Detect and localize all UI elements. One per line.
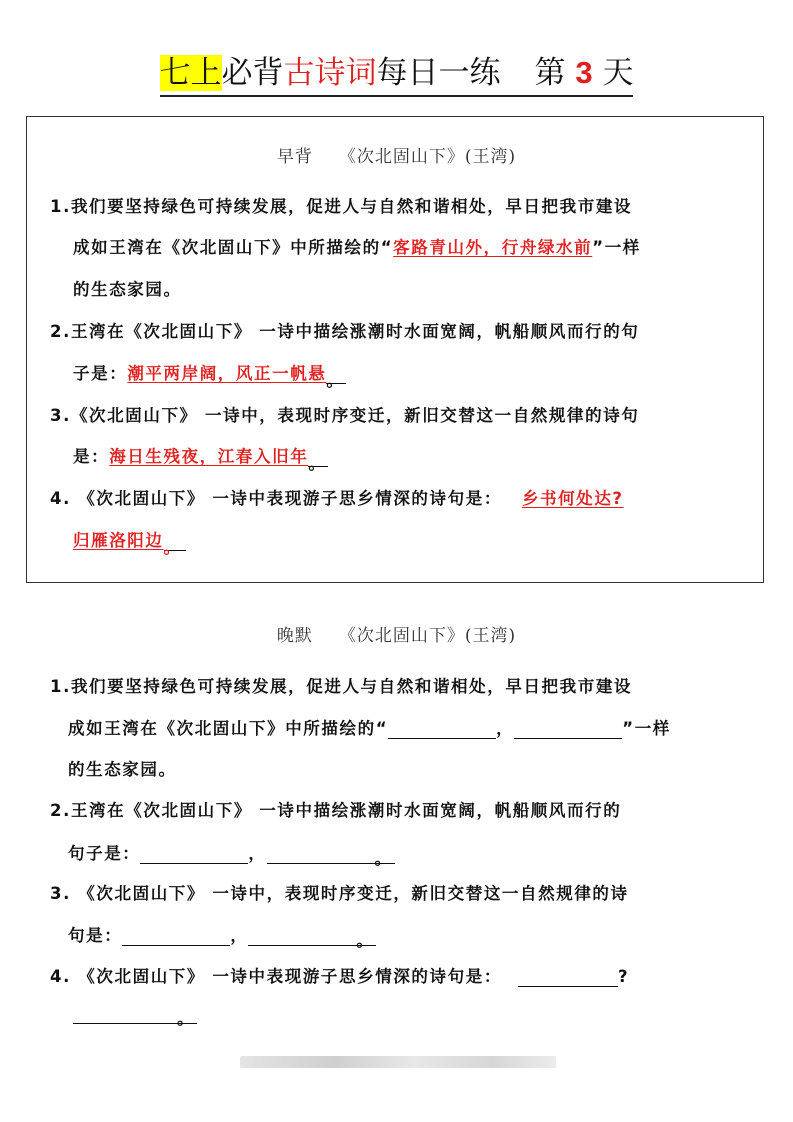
- evening-q1-blank-2[interactable]: [514, 720, 622, 739]
- morning-q1-line3: 的生态家园。: [73, 280, 182, 299]
- morning-q2-line2: 子是：潮平两岸阔，风正一帆悬。: [73, 364, 345, 390]
- evening-q2-line1: 2.王湾在《次北固山下》 一诗中描绘涨潮时水面宽阔，帆船顺风而行的: [50, 801, 622, 820]
- evening-q4-blank-2[interactable]: [73, 1005, 177, 1024]
- morning-box: [26, 116, 764, 583]
- evening-q1-line1: 1.我们要坚持绿色可持续发展，促进人与自然和谐相处，早日把我市建设: [50, 677, 633, 696]
- evening-heading: [0, 621, 793, 646]
- morning-q4-line2: 归雁洛阳边。: [73, 527, 186, 551]
- evening-q3-blank-2[interactable]: [248, 927, 356, 946]
- title-poems: 古诗词: [283, 55, 377, 91]
- evening-poem-title: 《次北固山下》(王湾): [338, 626, 517, 646]
- morning-q2-answer: 潮平两岸阔，风正一帆悬: [127, 364, 327, 383]
- morning-q4-line1: 4. 《次北固山下》 一诗中表现游子思乡情深的诗句是： 乡书何处达?: [50, 489, 624, 508]
- morning-q4-answer-b: 归雁洛阳边: [73, 531, 164, 550]
- evening-q2-blank-1[interactable]: [140, 845, 248, 864]
- title-day-prefix: 第: [534, 55, 566, 91]
- morning-q1-line1: 1.我们要坚持绿色可持续发展，促进人与自然和谐相处，早日把我市建设: [50, 197, 633, 216]
- title-daily: 每日一练: [376, 55, 501, 91]
- evening-q1-line3: 的生态家园。: [68, 760, 177, 779]
- evening-q2-blank-2[interactable]: [267, 845, 375, 864]
- footer-watermark: [240, 1056, 556, 1068]
- title-day-number: 3: [575, 55, 593, 90]
- morning-label: 早背: [276, 147, 313, 167]
- evening-q4-line2: 。: [73, 1005, 197, 1024]
- morning-poem-title: 《次北固山下》(王湾): [338, 147, 517, 167]
- evening-q2-line2: 句子是： ， 。: [68, 844, 393, 868]
- evening-q3-line1: 3. 《次北固山下》 一诗中，表现时序变迁，新旧交替这一自然规律的诗: [50, 884, 629, 903]
- morning-q1-line2: 成如王湾在《次北固山下》中所描绘的“客路青山外，行舟绿水前”一样: [73, 238, 641, 257]
- title-must: 必背: [221, 55, 284, 91]
- morning-q2-line1: 2.王湾在《次北固山下》 一诗中描绘涨潮时水面宽阔，帆船顺风而行的句: [50, 322, 640, 341]
- evening-label: 晚默: [276, 626, 313, 646]
- morning-q3-answer: 海日生残夜，江春入旧年: [109, 447, 309, 466]
- morning-q3-line2: 是：海日生残夜，江春入旧年。: [73, 447, 327, 473]
- morning-q1-answer: 客路青山外，行舟绿水前: [393, 238, 593, 257]
- morning-q4-answer-a: 乡书何处达?: [521, 489, 624, 508]
- title-day-suffix: 天: [602, 55, 634, 91]
- morning-q3-line1: 3.《次北固山下》 一诗中，表现时序变迁，新旧交替这一自然规律的诗句: [50, 406, 640, 425]
- evening-q4-blank-1[interactable]: [518, 968, 618, 987]
- evening-q1-line2: 成如王湾在《次北固山下》中所描绘的“ ， ”一样: [68, 719, 671, 738]
- evening-q1-blank-1[interactable]: [388, 720, 496, 739]
- evening-q3-blank-1[interactable]: [122, 927, 230, 946]
- page-title: [0, 52, 793, 97]
- title-grade: 七上: [159, 55, 222, 91]
- evening-q4-line1: 4. 《次北固山下》 一诗中表现游子思乡情深的诗句是： ?: [50, 967, 630, 986]
- evening-q3-line2: 句是： ， 。: [68, 926, 375, 950]
- morning-heading: [0, 142, 793, 167]
